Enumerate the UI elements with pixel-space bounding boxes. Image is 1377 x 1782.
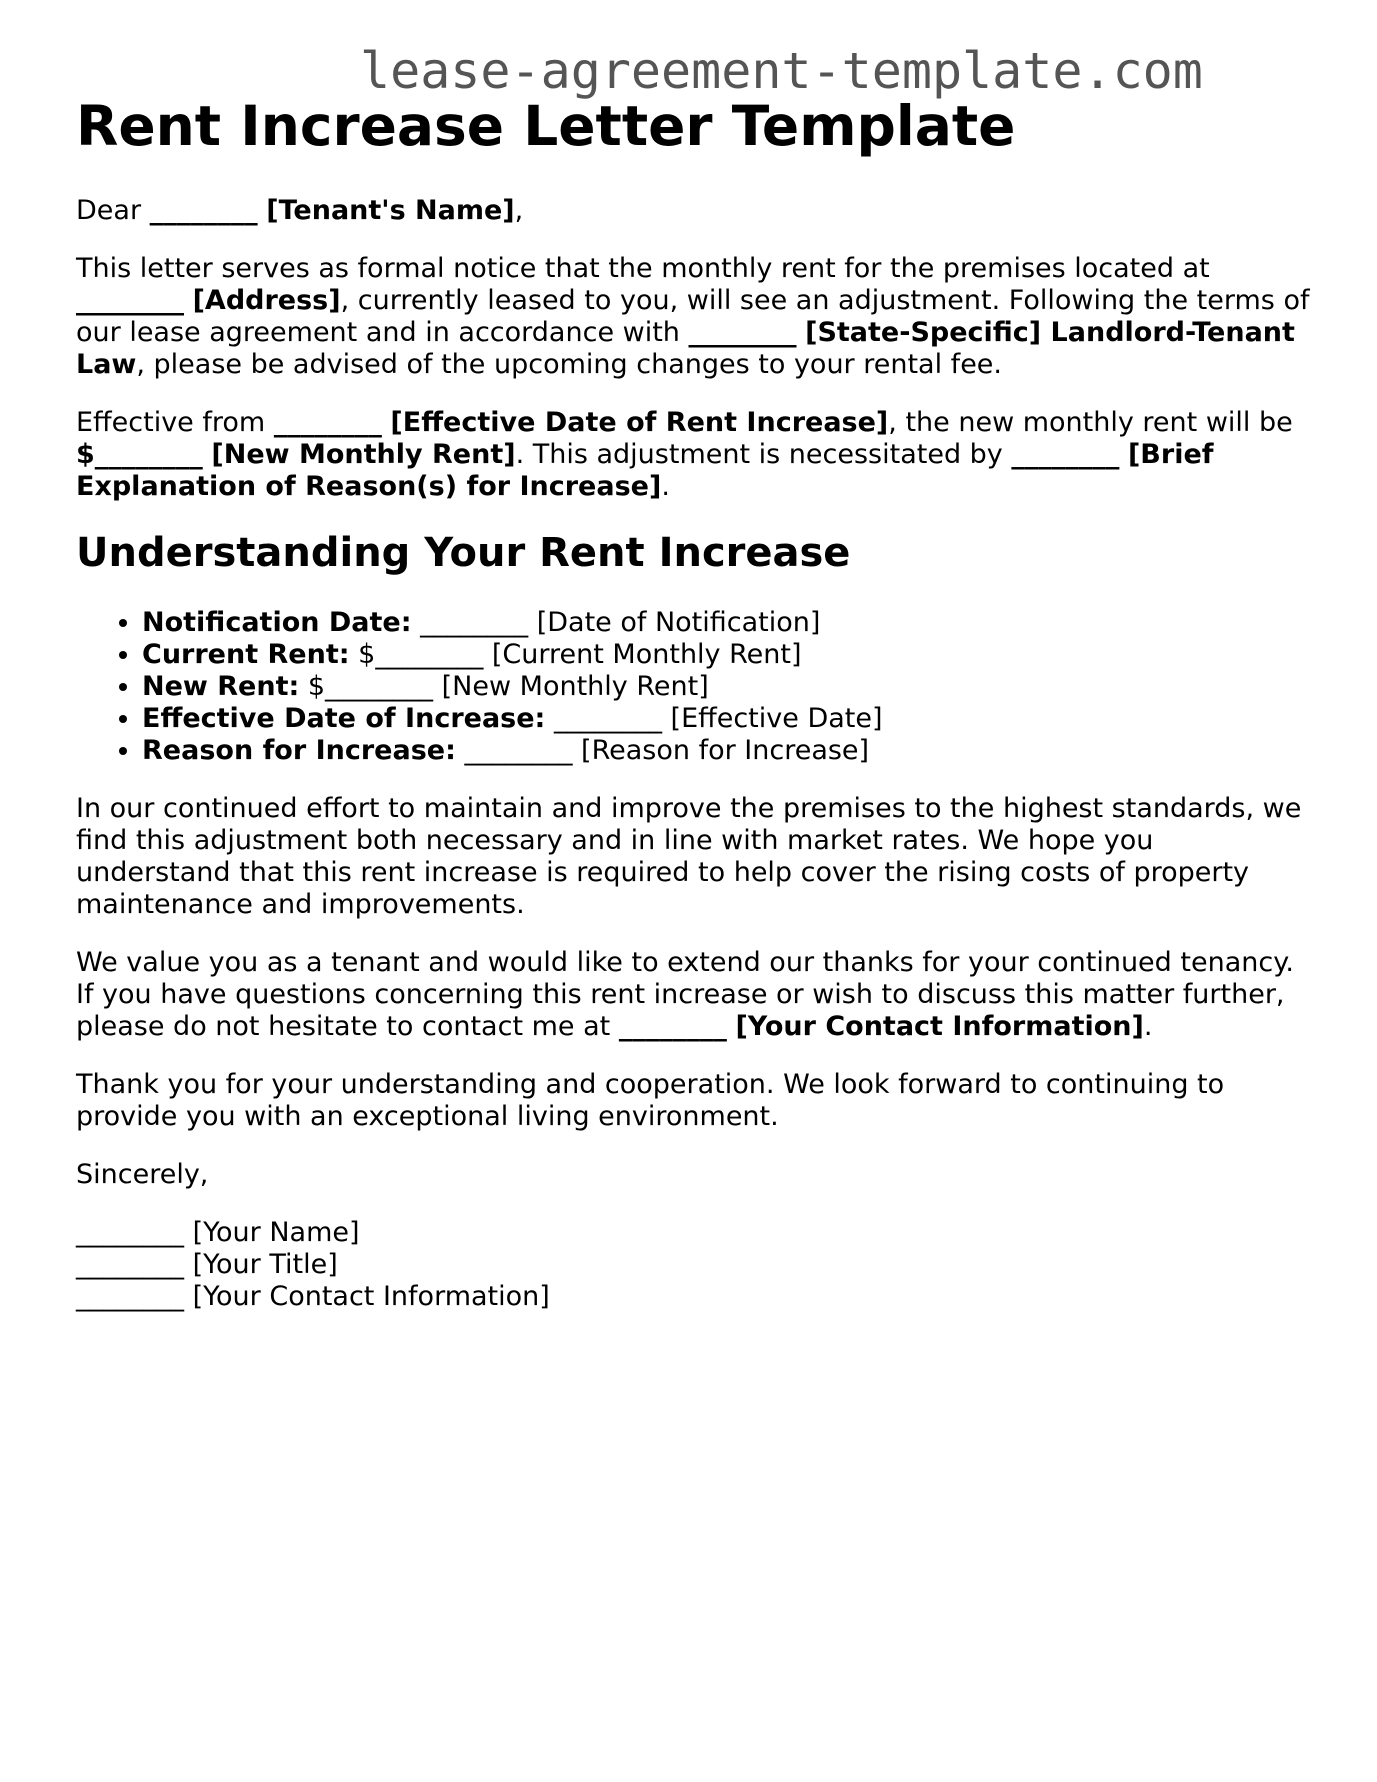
list-item-value: $________ [Current Monthly Rent] — [358, 639, 802, 670]
greeting-comma: , — [514, 195, 524, 226]
para1-text-2: , currently leased to you, will see an adjustment. Following the terms of our lease agreement and in accordance with — [76, 285, 1310, 348]
para4-text-2: . — [1143, 1011, 1153, 1042]
list-item-label: Effective Date of Increase: — [142, 703, 546, 734]
letter-body — [76, 195, 1316, 1313]
new-rent-placeholder: [New Monthly Rent] — [211, 439, 516, 470]
address-placeholder: [Address] — [192, 285, 341, 316]
signature-name-line: ________ [Your Name] — [76, 1217, 360, 1248]
section-heading: Understanding Your Rent Increase — [76, 530, 851, 576]
reason-placeholder: [Brief Explanation of Reason(s) for Increase] — [76, 439, 1214, 502]
paragraph-thanks: Thank you for your understanding and cooperation. We look forward to continuing to provide you with an exceptional living environment. — [76, 1069, 1225, 1132]
list-item-value: ________ [Reason for Increase] — [464, 735, 870, 766]
contact-placeholder: [Your Contact Information] — [735, 1011, 1144, 1042]
greeting — [76, 195, 1316, 227]
details-list — [76, 607, 1316, 767]
para2-text-3: . This adjustment is necessitated by — [515, 439, 1003, 470]
closing: Sincerely, — [76, 1159, 209, 1190]
page-title: Rent Increase Letter Template — [76, 94, 1016, 158]
list-item — [142, 607, 1316, 639]
effective-date-placeholder: [Effective Date of Rent Increase] — [390, 407, 889, 438]
effective-blank: ________ — [273, 407, 382, 438]
signature-title-line: ________ [Your Title] — [76, 1249, 338, 1280]
address-blank: ________ — [76, 285, 184, 316]
list-item — [142, 735, 1316, 767]
list-item-label: Notification Date: — [142, 607, 412, 638]
greeting-dear: Dear — [76, 195, 142, 226]
contact-blank: ________ — [618, 1011, 727, 1042]
paragraph-notice — [76, 253, 1316, 381]
para1-text-3: , please be advised of the upcoming changes to your rental fee. — [136, 349, 1002, 380]
para2-text-1: Effective from — [76, 407, 266, 438]
law-placeholder: [State-Specific] Landlord-Tenant Law — [76, 317, 1295, 380]
list-item-label: New Rent: — [142, 671, 300, 702]
list-item-value: $________ [New Monthly Rent] — [307, 671, 709, 702]
list-item — [142, 671, 1316, 703]
signature-contact-line: ________ [Your Contact Information] — [76, 1281, 550, 1312]
list-item-label: Reason for Increase: — [142, 735, 456, 766]
paragraph-justification: In our continued effort to maintain and improve the premises to the highest standards, we find this adjustment both necessary and in line with market rates. We hope you understand that this rent increase is required to help cover the rising costs of property maintenance and improvements. — [76, 793, 1302, 920]
para2-text-4: . — [661, 471, 670, 502]
list-item-label: Current Rent: — [142, 639, 350, 670]
new-rent-blank: $________ — [76, 439, 203, 470]
list-item — [142, 639, 1316, 671]
para4-text-1: We value you as a tenant and would like to extend our thanks for your continued tenancy. If you have questions concerning this rent increase or wish to discuss this matter further, please do not hesitate to contact me at — [76, 947, 1294, 1042]
greeting-blank: ________ — [149, 195, 258, 226]
reason-blank: ________ — [1011, 439, 1120, 470]
watermark-text: lease-agreement-template.com — [360, 42, 1203, 100]
para1-text-1: This letter serves as formal notice that the monthly rent for the premises located at — [76, 253, 1210, 284]
paragraph-contact — [76, 947, 1316, 1043]
list-item — [142, 703, 1316, 735]
signature-block — [76, 1217, 1316, 1313]
list-item-value: ________ [Date of Notification] — [420, 607, 821, 638]
list-item-value: ________ [Effective Date] — [553, 703, 883, 734]
paragraph-effective — [76, 407, 1316, 503]
para2-text-2: , the new monthly rent will be — [888, 407, 1293, 438]
law-blank: ________ — [688, 317, 797, 348]
tenant-name-placeholder: [Tenant's Name] — [266, 195, 515, 226]
